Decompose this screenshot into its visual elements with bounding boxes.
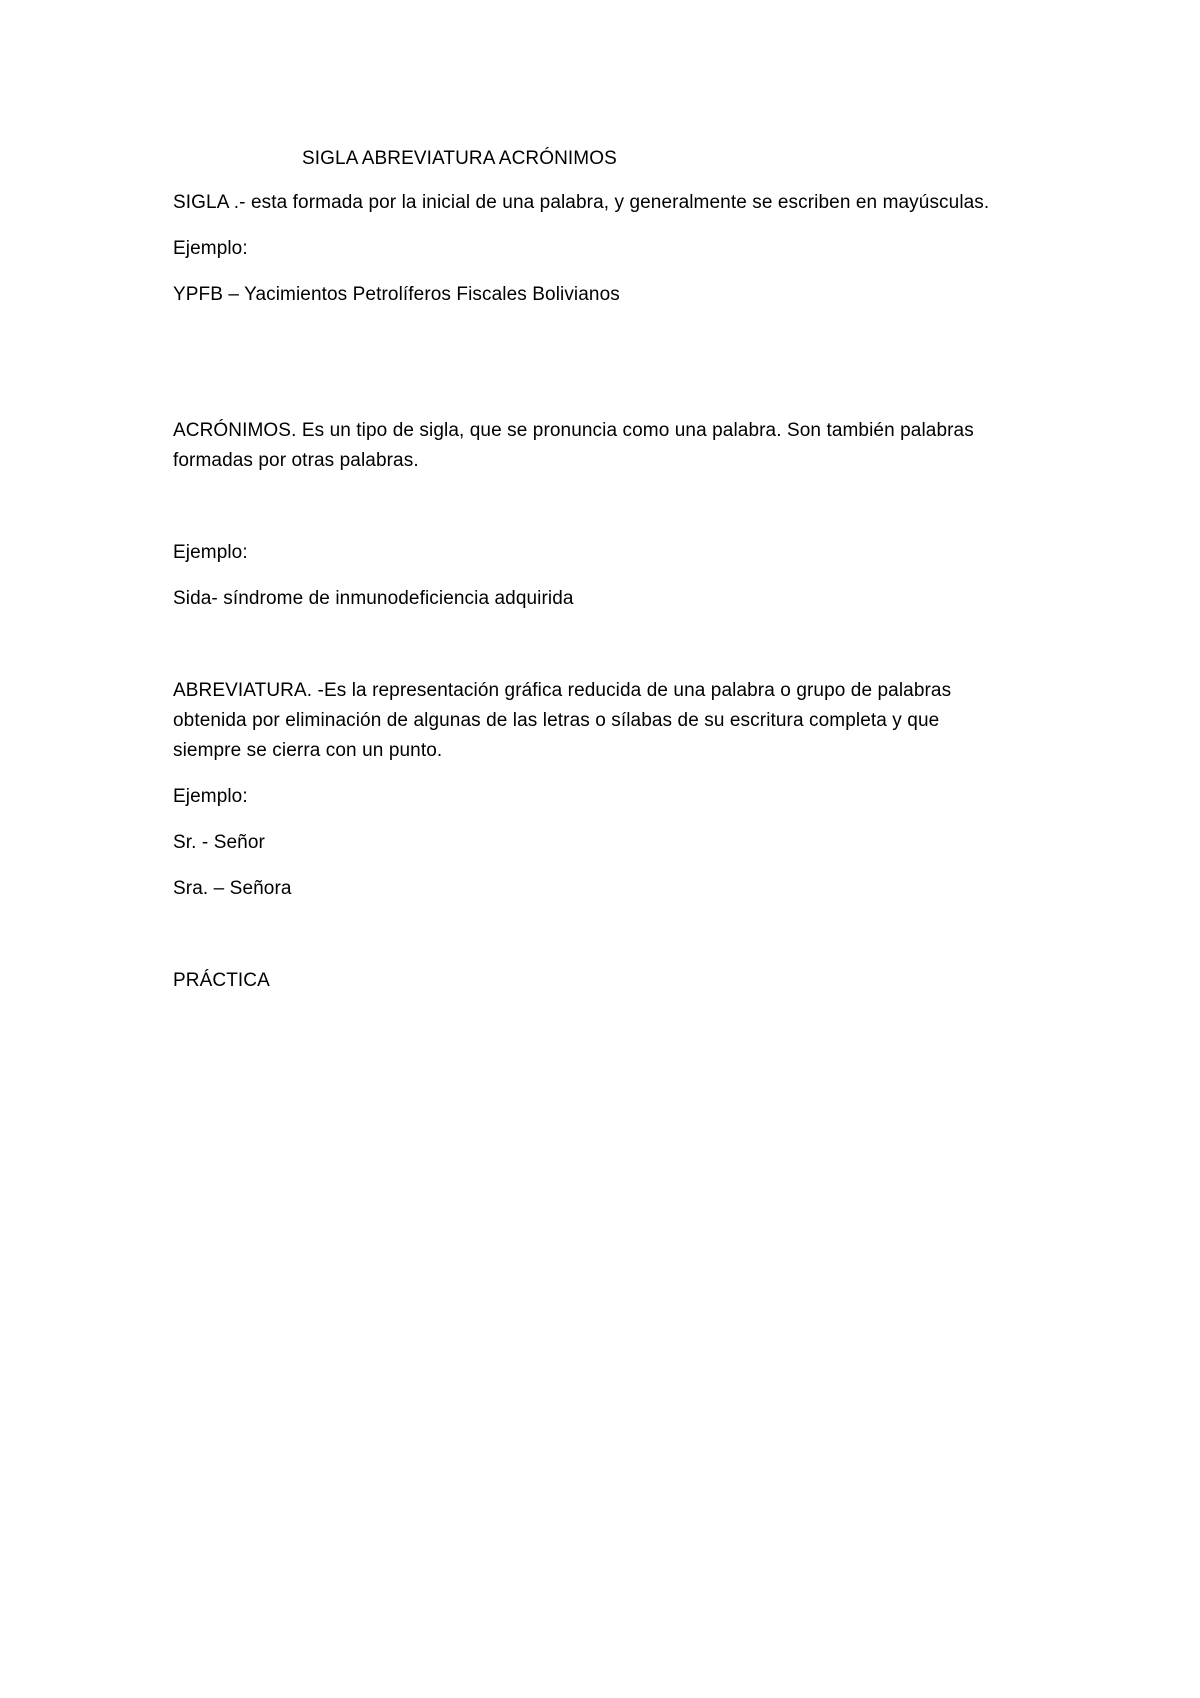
abreviatura-definition-line-3: siempre se cierra con un punto. <box>173 740 443 761</box>
abreviatura-definition-line-1: ABREVIATURA. -Es la representación gráfica reducida de una palabra o grupo de palabras <box>173 680 952 701</box>
sigla-example-label: Ejemplo: <box>173 238 248 259</box>
acronimos-example-label: Ejemplo: <box>173 542 248 563</box>
acronimos-definition-line-2: formadas por otras palabras. <box>173 450 419 471</box>
document-title: SIGLA ABREVIATURA ACRÓNIMOS <box>302 148 617 169</box>
sigla-definition: SIGLA .- esta formada por la inicial de una palabra, y generalmente se escriben en mayúsculas. <box>173 192 990 213</box>
abreviatura-example-label: Ejemplo: <box>173 786 248 807</box>
sigla-example: YPFB – Yacimientos Petrolíferos Fiscales Bolivianos <box>173 284 620 305</box>
abreviatura-example-2: Sra. – Señora <box>173 878 292 899</box>
practica-heading: PRÁCTICA <box>173 970 270 991</box>
acronimos-example: Sida- síndrome de inmunodeficiencia adquirida <box>173 588 574 609</box>
acronimos-definition-line-1: ACRÓNIMOS. Es un tipo de sigla, que se pronuncia como una palabra. Son también palabras <box>173 420 974 441</box>
abreviatura-definition-line-2: obtenida por eliminación de algunas de las letras o sílabas de su escritura completa y que <box>173 710 940 731</box>
abreviatura-example-1: Sr. - Señor <box>173 832 265 853</box>
